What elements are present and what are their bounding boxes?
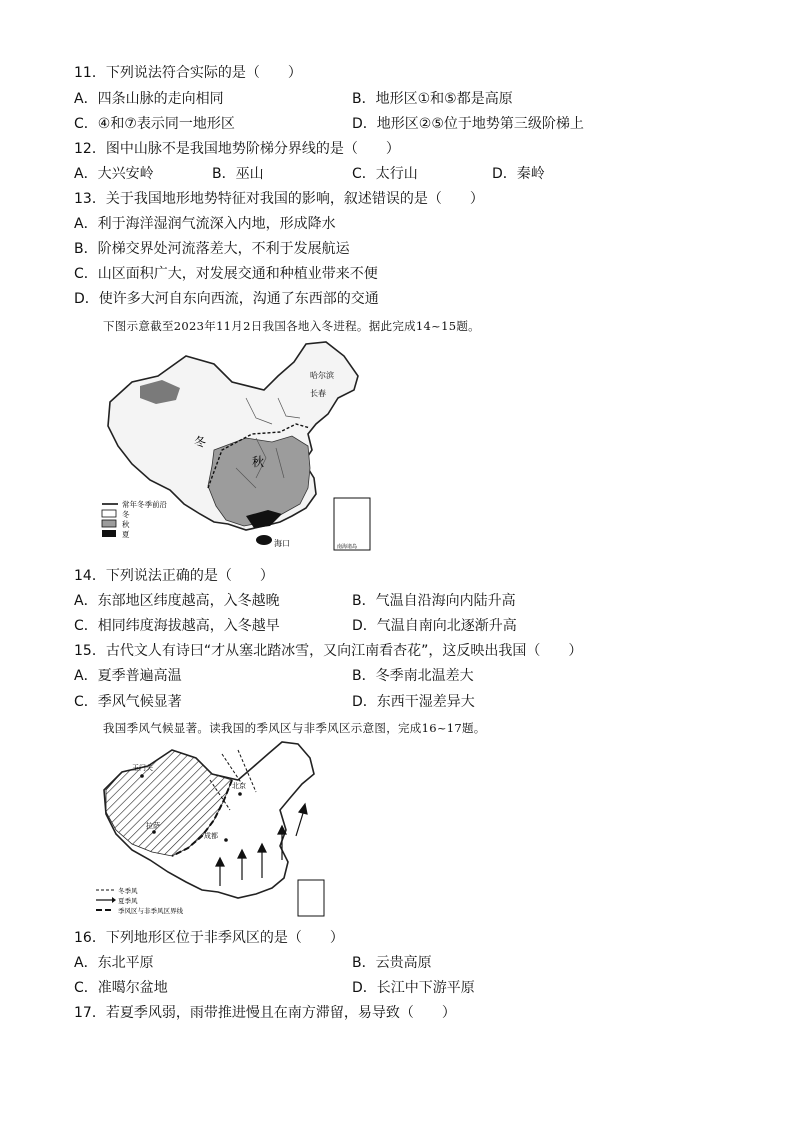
- q11-option-b: B．地形区①和⑤都是高原: [352, 91, 513, 107]
- hainan-island: [256, 535, 272, 545]
- legend-boundary: 季风区与非季风区界线: [118, 907, 183, 915]
- q14-option-a: A．东部地区纬度越高，入冬越晚: [74, 593, 280, 609]
- q14-option-b: B．气温自沿海向内陆升高: [352, 593, 516, 609]
- q17-stem: 17．若夏季风弱，雨带推进慢且在南方滞留，易导致（ ）: [74, 1005, 456, 1021]
- inset-label: 南海诸岛: [337, 544, 358, 550]
- intro-14-15: 下图示意截至2023年11月2日我国各地入冬进程。据此完成14~15题。: [103, 319, 480, 333]
- q14-option-d: D．气温自南向北逐渐升高: [352, 618, 517, 634]
- q16-option-a: A．东北平原: [74, 955, 154, 971]
- q16-option-c: C．准噶尔盆地: [74, 980, 168, 996]
- legend-autumn: 秋: [122, 520, 130, 529]
- q11-stem: 11．下列说法符合实际的是（ ）: [74, 65, 302, 81]
- city-yumenguan: 玉门关: [132, 764, 153, 772]
- city-harbin: 哈尔滨: [310, 371, 334, 380]
- q11-option-a: A．四条山脉的走向相同: [74, 91, 224, 107]
- q11-option-c: C．④和⑦表示同一地形区: [74, 116, 235, 132]
- city-beijing: 北京: [232, 782, 246, 790]
- q13-option-d: D．使许多大河自东向西流，沟通了东西部的交通: [74, 291, 379, 307]
- q15-option-b: B．冬季南北温差大: [352, 668, 474, 684]
- q14-stem: 14．下列说法正确的是（ ）: [74, 568, 274, 584]
- q15-stem: 15．古代文人有诗曰“才从塞北踏冰雪，又向江南看杏花”，这反映出我国（ ）: [74, 643, 583, 659]
- q13-option-a: A．利于海洋湿润气流深入内地，形成降水: [74, 216, 336, 232]
- q12-option-b: B．巫山: [212, 166, 264, 182]
- legend-winter-monsoon: 冬季风: [118, 887, 138, 895]
- legend-summer: 夏: [122, 530, 130, 539]
- legend-summer-monsoon: 夏季风: [118, 897, 138, 905]
- q12-option-c: C．太行山: [352, 166, 418, 182]
- label-winter: 冬: [194, 435, 207, 449]
- q15-option-c: C．季风气候显著: [74, 694, 182, 710]
- winter-onset-map: [96, 338, 386, 558]
- q12-stem: 12．图中山脉不是我国地势阶梯分界线的是（ ）: [74, 141, 400, 157]
- q16-option-b: B．云贵高原: [352, 955, 432, 971]
- q11-option-d: D．地形区②⑤位于地势第三级阶梯上: [352, 116, 584, 132]
- q13-stem: 13．关于我国地形地势特征对我国的影响，叙述错误的是（ ）: [74, 191, 484, 207]
- intro-16-17: 我国季风气候显著。读我国的季风区与非季风区示意图，完成16~17题。: [103, 721, 486, 735]
- label-autumn: 秋: [252, 455, 265, 469]
- q12-option-a: A．大兴安岭: [74, 166, 154, 182]
- city-haikou: 海口: [274, 539, 290, 548]
- q13-option-c: C．山区面积广大，对发展交通和种植业带来不便: [74, 266, 378, 282]
- legend-winter: 冬: [122, 510, 130, 519]
- q12-option-d: D．秦岭: [492, 166, 545, 182]
- south-china-sea-inset: [298, 880, 324, 916]
- q14-option-c: C．相同纬度海拔越高，入冬越早: [74, 618, 280, 634]
- q15-option-a: A．夏季普遍高温: [74, 668, 182, 684]
- q13-option-b: B．阶梯交界处河流落差大，不利于发展航运: [74, 241, 350, 257]
- city-lhasa: 拉萨: [146, 822, 160, 830]
- q16-option-d: D．长江中下游平原: [352, 980, 475, 996]
- city-chengdu: 成都: [204, 832, 218, 840]
- south-china-sea-inset: [334, 498, 370, 550]
- city-changchun: 长春: [310, 389, 326, 398]
- legend-winter-front: 常年冬季前沿: [122, 500, 167, 509]
- q15-option-d: D．东西干湿差异大: [352, 694, 475, 710]
- monsoon-region-map: [92, 740, 336, 920]
- q16-stem: 16．下列地形区位于非季风区的是（ ）: [74, 930, 344, 946]
